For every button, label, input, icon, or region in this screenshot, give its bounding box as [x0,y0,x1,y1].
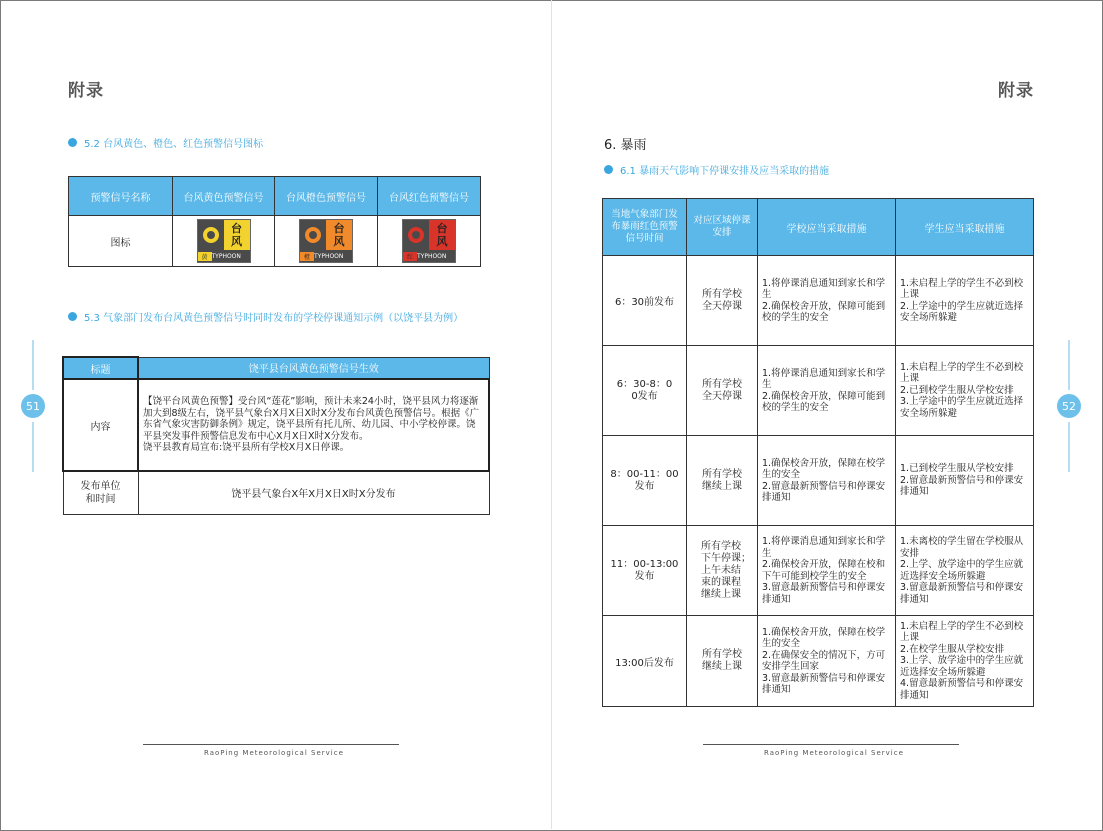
typhoon-yellow-signal-icon: 台 风 黄 TYPHOON [197,219,251,263]
footer-rule-left [143,744,399,745]
page-fold [551,0,552,829]
rain-school-measures: 1.将停课消息通知到家长和学生 2.确保校舍开放，保障可能到校的学生的安全 [758,346,896,436]
rain-header-arrangement: 对应区域停课安排 [687,199,758,256]
table-row [603,256,1034,346]
rain-school-measures: 1.确保校舍开放，保障在校学生的安全 2.在确保安全的情况下，方可安排学生回家 3.留意最新预警信号和停课安排通知 [758,616,896,707]
notice-label-title: 标题 [63,357,138,379]
rain-school-measures: 1.将停课消息通知到家长和学生 2.确保校舍开放，保障在校和下午可能到校学生的安全 3.留意最新预警信号和停课安排通知 [758,526,896,616]
page-number-right: 52 [1057,394,1081,418]
notice-label-publish: 发布单位 和时间 [63,471,138,514]
notice-content: 【饶平台风黄色预警】受台风“莲花”影响，预计未来24小时，饶平县风力将逐渐加大到8级左右，饶平县气象台X月X日X时X分发布台风黄色预警信号。根据《广东省气象灾害防御条例》规定，饶平县所有托儿所、幼儿园、中小学校停课。饶平县突发事件预警信息发布中心X月X日X时X分发布。 饶平县教育局宣布:饶平县所有学校X月X日停课。 [138,379,489,471]
rain-student-measures: 1.未启程上学的学生不必到校上课 2.在校学生服从学校安排 3.上学、放学途中的学生应就近选择安全场所躲避 4.留意最新预警信号和停课安排通知 [896,616,1034,707]
rain-time: 13:00后发布 [603,616,687,707]
signal-icon-table [68,176,481,267]
typhoon-swirl-icon [305,227,321,243]
signal-header-yellow: 台风黄色预警信号 [173,177,275,216]
notice-table [62,356,490,515]
rain-time: 11：00-13:00 发布 [603,526,687,616]
bullet-dot-icon [68,312,77,321]
left-margin-line [32,422,34,472]
rain-header-school: 学校应当采取措施 [758,199,896,256]
section-5-3-heading [68,309,463,324]
section-5-2-heading [68,135,263,150]
bullet-dot-icon [68,138,77,147]
signal-row-label: 图标 [69,216,173,267]
rain-arrangement: 所有学校 继续上课 [687,616,758,707]
typhoon-red-signal-icon: 台 风 红 TYPHOON [402,219,456,263]
rain-header-student: 学生应当采取措施 [896,199,1034,256]
section-5-3-text: 5.3 气象部门发布台风黄色预警信号时同时发布的学校停课通知示例（以饶平县为例） [84,313,464,324]
rain-school-measures: 1.将停课消息通知到家长和学生 2.确保校舍开放，保障可能到校的学生的安全 [758,256,896,346]
typhoon-orange-signal-icon: 台 风 橙 TYPHOON [299,219,353,263]
footer-rule-right [703,744,959,745]
rain-student-measures: 1.未启程上学的学生不必到校上课 2.上学途中的学生应就近选择安全场所躲避 [896,256,1034,346]
right-margin-line [1068,422,1070,472]
left-page-header: 附录 [68,81,104,101]
right-margin-line [1068,340,1070,390]
footer-text-right: RaoPing Meteorological Service [764,749,904,757]
rain-student-measures: 1.已到校学生服从学校安排 2.留意最新预警信号和停课安排通知 [896,436,1034,526]
signal-header-orange: 台风橙色预警信号 [275,177,378,216]
rain-arrangement: 所有学校 继续上课 [687,436,758,526]
bullet-dot-icon [604,165,613,174]
typhoon-swirl-icon [408,227,424,243]
rain-time: 6：30前发布 [603,256,687,346]
rain-school-measures: 1.确保校舍开放，保障在校学生的安全 2.留意最新预警信号和停课安排通知 [758,436,896,526]
rain-header-time: 当地气象部门发布暴雨红色预警信号时间 [603,199,687,256]
left-margin-line [32,340,34,390]
table-row [603,526,1034,616]
signal-header-red: 台风红色预警信号 [378,177,481,216]
signal-header-name: 预警信号名称 [69,177,173,216]
footer-text-left: RaoPing Meteorological Service [204,749,344,757]
right-page-header: 附录 [998,81,1034,101]
typhoon-swirl-icon [203,227,219,243]
table-row [603,436,1034,526]
table-row [603,346,1034,436]
section-5-2-text: 5.2 台风黄色、橙色、红色预警信号图标 [84,139,264,150]
rain-arrangement: 所有学校 全天停课 [687,346,758,436]
table-row [603,616,1034,707]
rain-arrangement: 所有学校 下午停课； 上午未结 束的课程 继续上课 [687,526,758,616]
notice-title: 饶平县台风黄色预警信号生效 [138,357,489,379]
rain-arrangement: 所有学校 全天停课 [687,256,758,346]
rain-student-measures: 1.未启程上学的学生不必到校上课 2.已到校学生服从学校安排 3.上学途中的学生应就近选择安全场所躲避 [896,346,1034,436]
rainstorm-table [602,198,1034,707]
section-6-1-text: 6.1 暴雨天气影响下停课安排及应当采取的措施 [620,166,830,177]
rain-student-measures: 1.未离校的学生留在学校服从安排 2.上学、放学途中的学生应就近选择安全场所躲避 3.留意最新预警信号和停课安排通知 [896,526,1034,616]
rain-time: 6：30-8：0 0发布 [603,346,687,436]
section-6-1-heading [604,162,829,177]
page-number-left: 51 [21,394,45,418]
notice-publish: 饶平县气象台X年X月X日X时X分发布 [138,471,489,514]
notice-label-content: 内容 [63,379,138,471]
rain-time: 8：00-11：00 发布 [603,436,687,526]
section-6-heading: 6. 暴雨 [604,138,647,153]
